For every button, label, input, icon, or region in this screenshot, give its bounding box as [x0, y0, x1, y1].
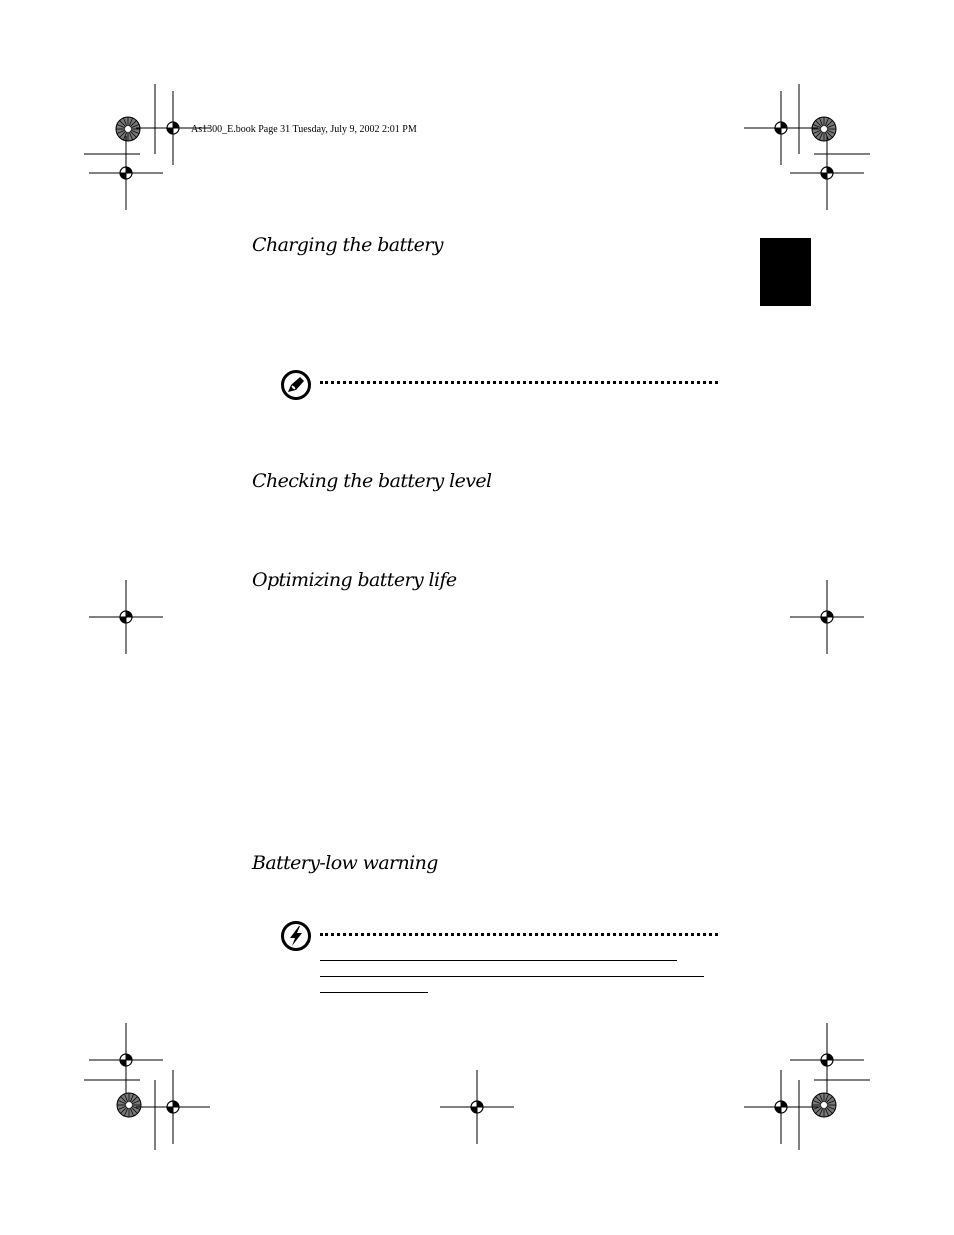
book-info-header: As1300_E.book Page 31 Tuesday, July 9, 2002 2:01 PM: [191, 124, 417, 135]
heading-optimizing-battery-life: Optimizing battery life: [252, 569, 457, 591]
heading-charging-battery: Charging the battery: [252, 234, 443, 256]
heading-checking-battery-level: Checking the battery level: [252, 470, 492, 492]
heading-battery-low-warning: Battery-low warning: [252, 852, 438, 874]
